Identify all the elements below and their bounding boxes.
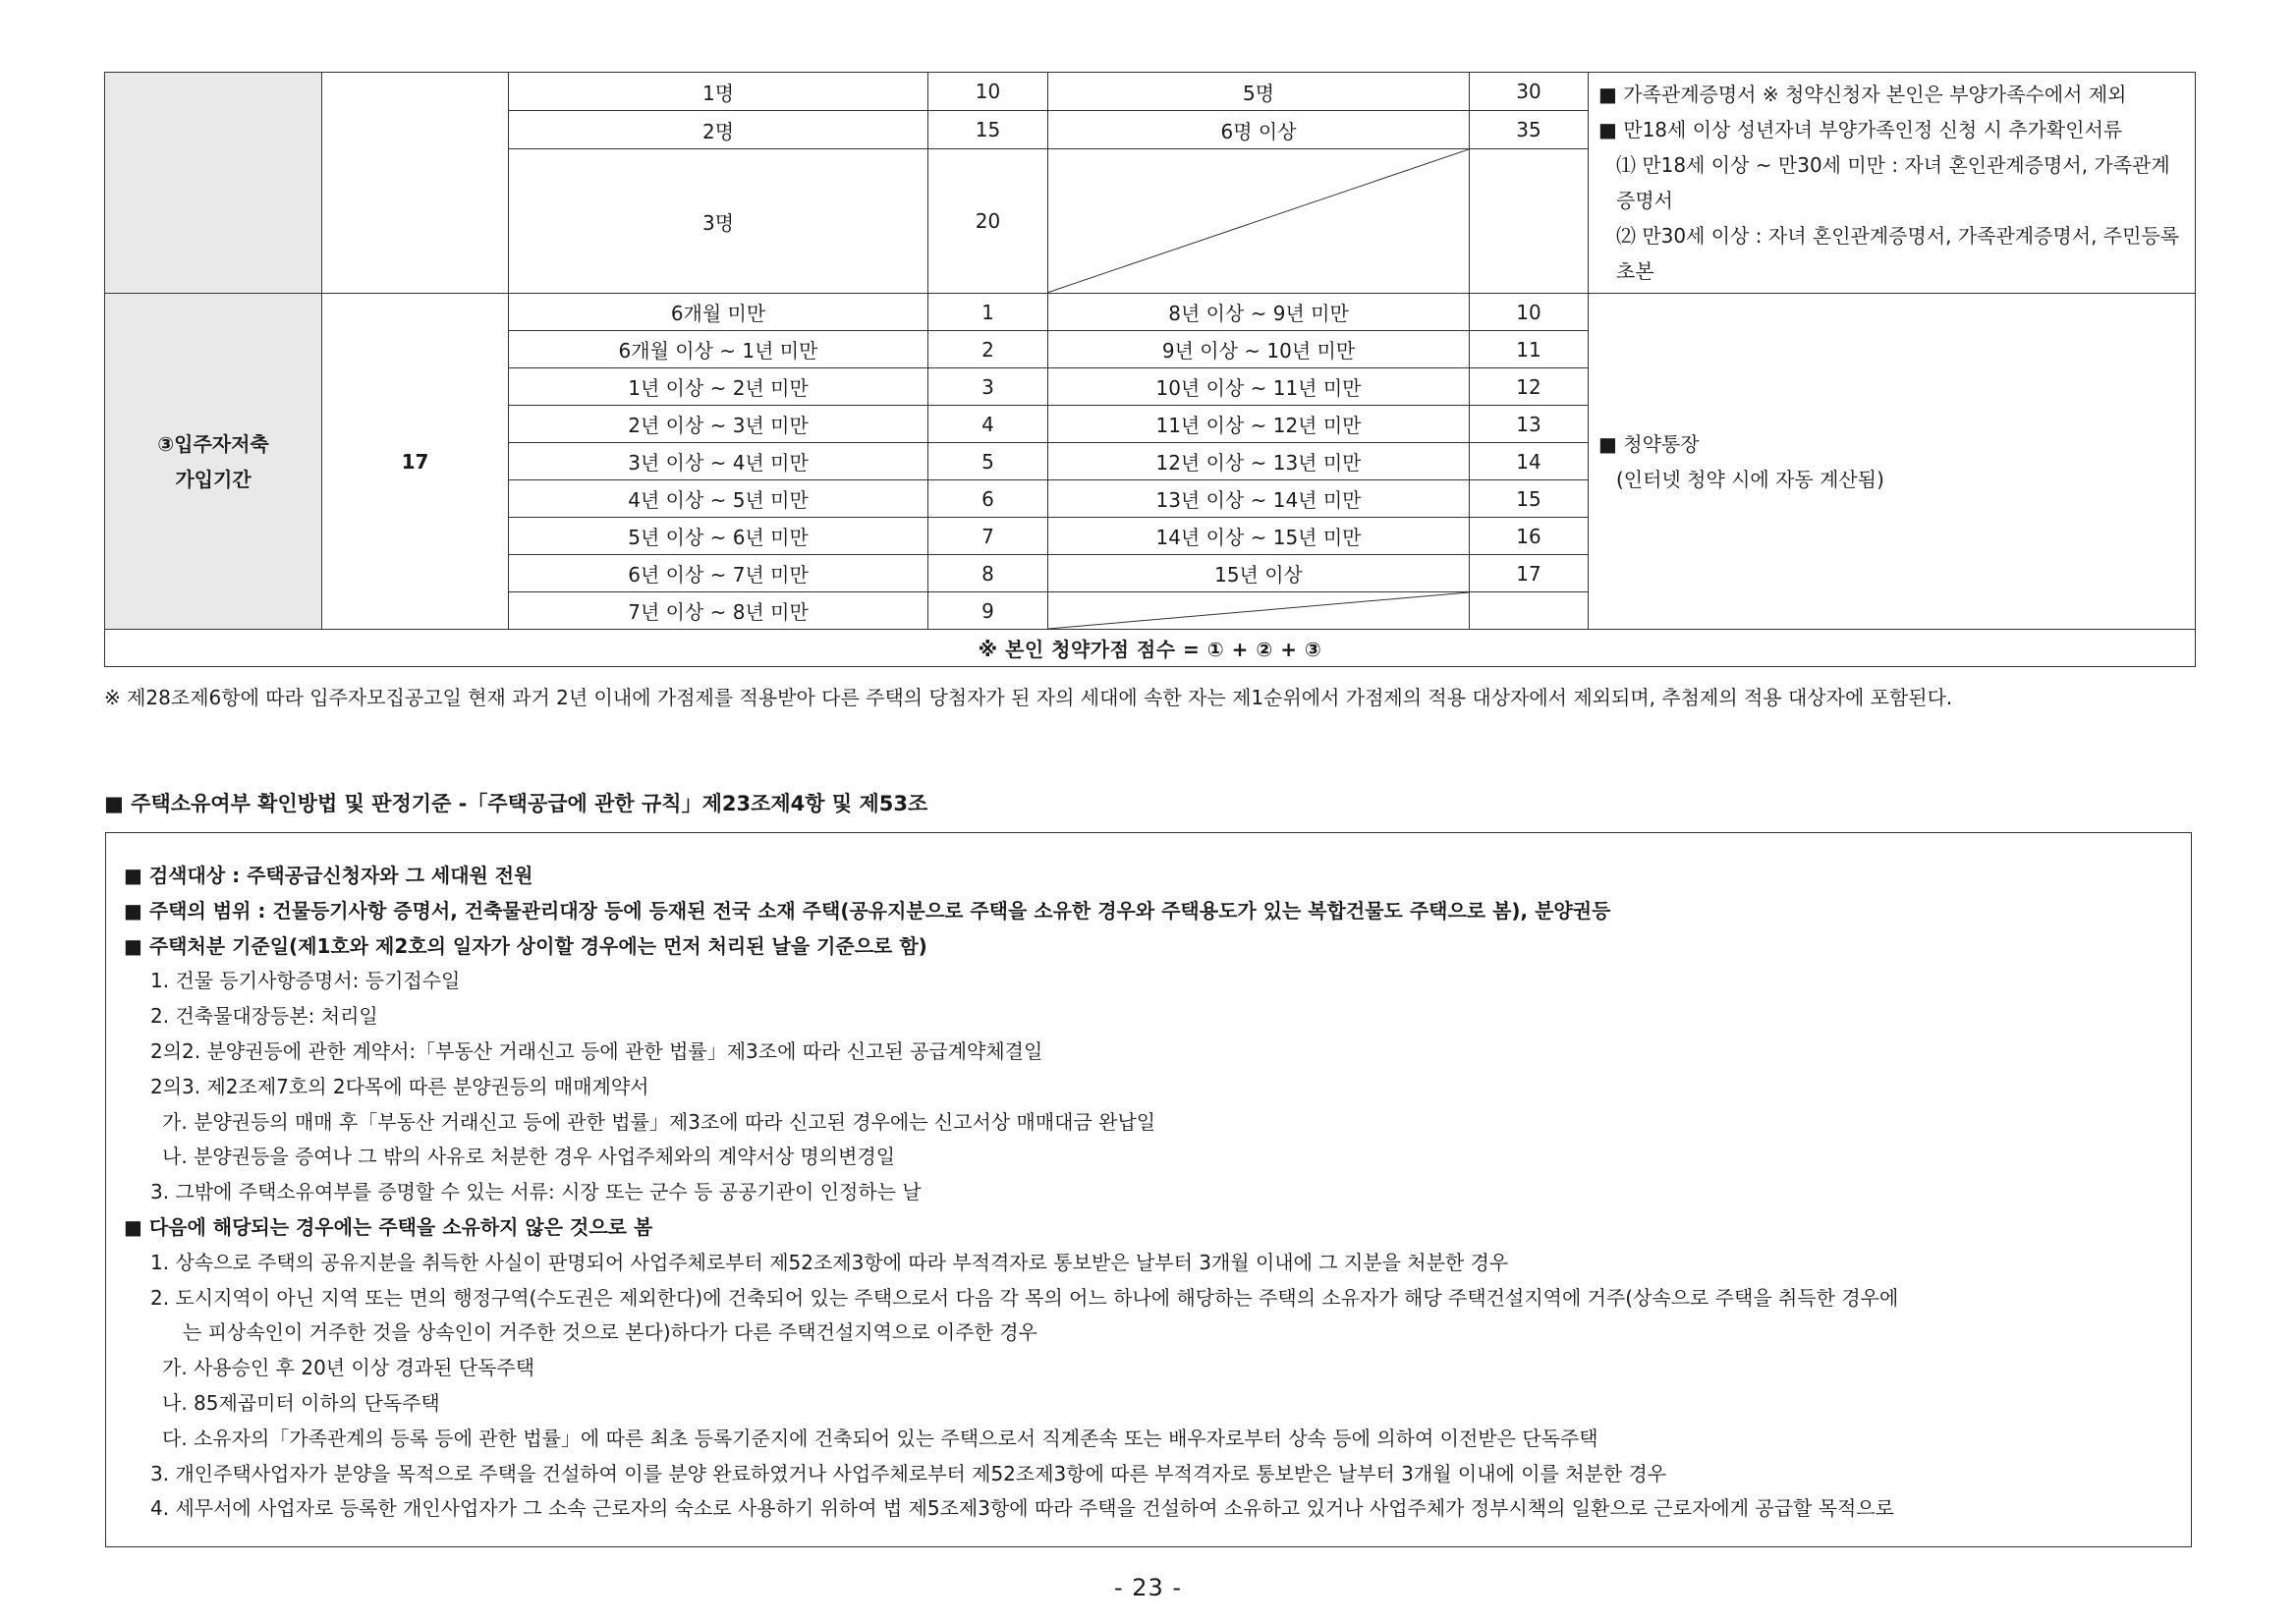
period-score: 10: [1470, 294, 1589, 331]
period-score: 14: [1470, 443, 1589, 480]
period-range: 15년 이상: [1048, 555, 1470, 592]
criteria-line: 3. 그밖에 주택소유여부를 증명할 수 있는 서류: 시장 또는 군수 등 공공기관이 인정하는 날: [150, 1180, 922, 1204]
category-cell: [105, 73, 322, 294]
housing-ownership-criteria-box: [105, 832, 2192, 1547]
criteria-line: 4. 세무서에 사업자로 등록한 개인사업자가 그 소속 근로자의 숙소로 사용하기 위하여 법 제5조제3항에 따라 주택을 건설하여 소유하고 있거나 사업주체가 정부시책의 일환으로 근로자에게 공급할 목적으로: [150, 1496, 1894, 1521]
period-score: 7: [928, 518, 1048, 555]
criteria-line: 나. 분양권등을 증여나 그 밖의 사유로 처분한 경우 사업주체와의 계약서상 명의변경일: [162, 1145, 896, 1169]
max-score-cell: [322, 73, 509, 294]
section-heading: ■ 주택소유여부 확인방법 및 판정기준 -「주택공급에 관한 규칙」제23조제4항 및 제53조: [104, 792, 928, 815]
period-score: 3: [928, 368, 1048, 406]
criteria-line: 1. 상속으로 주택의 공유지분을 취득한 사실이 판명되어 사업주체로부터 제52조제3항에 따라 부적격자로 통보받은 날부터 3개월 이내에 그 지분을 처분한 경우: [150, 1250, 1509, 1274]
dependents-score: 15: [928, 111, 1048, 149]
docs-line: ■ 청약통장: [1598, 431, 1700, 456]
period-range: 3년 이상 ~ 4년 미만: [509, 443, 928, 480]
period-range: 6년 이상 ~ 7년 미만: [509, 555, 928, 592]
dependents-count: 6명 이상: [1048, 111, 1470, 149]
category-label: 가입기간: [175, 467, 252, 491]
category-label: ③입주자저축: [157, 431, 269, 456]
period-score: 11: [1470, 331, 1589, 368]
dependents-count: 5명: [1048, 73, 1470, 111]
table-row: [105, 73, 2196, 111]
footnote: ※ 제28조제6항에 따라 입주자모집공고일 현재 과거 2년 이내에 가점제를 적용받아 다른 주택의 당첨자가 된 자의 세대에 속한 자는 제1순위에서 가점제의 적용 대상자에서 제외되며, 추첨제의 적용 대상자에 포함된다.: [104, 686, 1953, 709]
criteria-line: ■ 주택의 범위 : 건물등기사항 증명서, 건축물관리대장 등에 등재된 전국 소재 주택(공유지분으로 주택을 소유한 경우와 주택용도가 있는 복합건물도 주택으로 봄), 분양권등: [124, 898, 1611, 923]
max-score: 17: [322, 294, 509, 630]
criteria-line: ■ 검색대상 : 주택공급신청자와 그 세대원 전원: [124, 864, 533, 887]
period-range: 7년 이상 ~ 8년 미만: [509, 592, 928, 630]
period-range: 6개월 미만: [509, 294, 928, 331]
criteria-line: 2의3. 제2조제7호의 2다목에 따른 분양권등의 매매계약서: [150, 1074, 649, 1098]
dependents-count: 2명: [509, 111, 928, 149]
page-number: - 23 -: [1113, 1574, 1183, 1601]
period-range: 2년 이상 ~ 3년 미만: [509, 406, 928, 443]
criteria-line: 2의2. 분양권등에 관한 계약서:「부동산 거래신고 등에 관한 법률」제3조에 따라 신고된 공급계약체결일: [150, 1038, 1043, 1063]
table-row: [105, 630, 2196, 667]
criteria-line: 가. 분양권등의 매매 후「부동산 거래신고 등에 관한 법률」제3조에 따라 신고된 경우에는 신고서상 매매대금 완납일: [162, 1109, 1156, 1134]
docs-line: ⑵ 만30세 이상 : 자녀 혼인관계증명서, 가족관계증명서, 주민등록초본: [1616, 224, 2180, 283]
criteria-line: 2. 건축물대장등본: 처리일: [150, 1004, 378, 1029]
period-score: 6: [928, 480, 1048, 518]
period-range: 4년 이상 ~ 5년 미만: [509, 480, 928, 518]
dependents-score: 35: [1470, 111, 1589, 149]
period-score: 12: [1470, 368, 1589, 406]
period-range: 14년 이상 ~ 15년 미만: [1048, 518, 1470, 555]
criteria-line: 3. 개인주택사업자가 분양을 목적으로 주택을 건설하여 이를 분양 완료하였거나 사업주체로부터 제52조제3항에 따른 부적격자로 통보받은 날부터 3개월 이내에 이를 처분한 경우: [150, 1461, 1667, 1485]
criteria-line: ■ 주택처분 기준일(제1호와 제2호의 일자가 상이할 경우에는 먼저 처리된 날을 기준으로 함): [124, 933, 927, 958]
empty-cell: [1470, 592, 1589, 630]
empty-cell: [1470, 149, 1589, 294]
period-score: 17: [1470, 555, 1589, 592]
period-score: 15: [1470, 480, 1589, 518]
criteria-line: 다. 소유자의「가족관계의 등록 등에 관한 법률」에 따른 최초 등록기준지에 건축되어 있는 주택으로서 직계존속 또는 배우자로부터 상속 등에 의하여 이전받은 단독주택: [162, 1426, 1598, 1450]
table-row: [105, 294, 2196, 331]
docs-line: ⑴ 만18세 이상 ~ 만30세 미만 : 자녀 혼인관계증명서, 가족관계증명서: [1616, 153, 2170, 212]
criteria-line: 1. 건물 등기사항증명서: 등기접수일: [150, 969, 461, 993]
period-range: 11년 이상 ~ 12년 미만: [1048, 406, 1470, 443]
criteria-line: 는 피상속인이 거주한 것을 상속인이 거주한 것으로 본다)하다가 다른 주택건설지역으로 이주한 경우: [183, 1320, 1037, 1345]
subscription-score-table: [104, 72, 2196, 667]
period-score: 16: [1470, 518, 1589, 555]
period-score: 9: [928, 592, 1048, 630]
period-range: 6개월 이상 ~ 1년 미만: [509, 331, 928, 368]
period-range: 10년 이상 ~ 11년 미만: [1048, 368, 1470, 406]
dependents-count: 3명: [509, 149, 928, 294]
empty-diagonal-cell: [1048, 149, 1470, 294]
criteria-line: ■ 다음에 해당되는 경우에는 주택을 소유하지 않은 것으로 봄: [124, 1214, 653, 1239]
period-range: 1년 이상 ~ 2년 미만: [509, 368, 928, 406]
criteria-line: 나. 85제곱미터 이하의 단독주택: [162, 1390, 440, 1415]
subscription-required-docs: [1589, 294, 2196, 630]
period-score: 13: [1470, 406, 1589, 443]
period-range: 8년 이상 ~ 9년 미만: [1048, 294, 1470, 331]
dependents-required-docs: [1589, 73, 2196, 294]
dependents-count: 1명: [509, 73, 928, 111]
period-range: 13년 이상 ~ 14년 미만: [1048, 480, 1470, 518]
period-score: 2: [928, 331, 1048, 368]
criteria-line: 가. 사용승인 후 20년 이상 경과된 단독주택: [162, 1356, 535, 1380]
dependents-score: 30: [1470, 73, 1589, 111]
period-score: 5: [928, 443, 1048, 480]
dependents-score: 20: [928, 149, 1048, 294]
category-subscription-period: [105, 294, 322, 630]
period-range: 5년 이상 ~ 6년 미만: [509, 518, 928, 555]
empty-diagonal-cell: [1048, 592, 1470, 630]
criteria-line: 2. 도시지역이 아닌 지역 또는 면의 행정구역(수도권은 제외한다)에 건축되어 있는 주택으로서 다음 각 목의 어느 하나에 해당하는 주택의 소유자가 해당 주택건설지역에 거주(상속으로 주택을 취득한 경우에: [150, 1285, 1899, 1310]
total-score-formula: ※ 본인 청약가점 점수 = ① + ② + ③: [105, 630, 2196, 667]
dependents-score: 10: [928, 73, 1048, 111]
period-range: 12년 이상 ~ 13년 미만: [1048, 443, 1470, 480]
docs-line: (인터넷 청약 시에 자동 계산됨): [1616, 467, 1884, 491]
period-range: 9년 이상 ~ 10년 미만: [1048, 331, 1470, 368]
period-score: 8: [928, 555, 1048, 592]
period-score: 4: [928, 406, 1048, 443]
docs-line: ■ 가족관계증명서 ※ 청약신청자 본인은 부양가족수에서 제외: [1598, 83, 2127, 106]
period-score: 1: [928, 294, 1048, 331]
docs-line: ■ 만18세 이상 성년자녀 부양가족인정 신청 시 추가확인서류: [1598, 118, 2123, 141]
